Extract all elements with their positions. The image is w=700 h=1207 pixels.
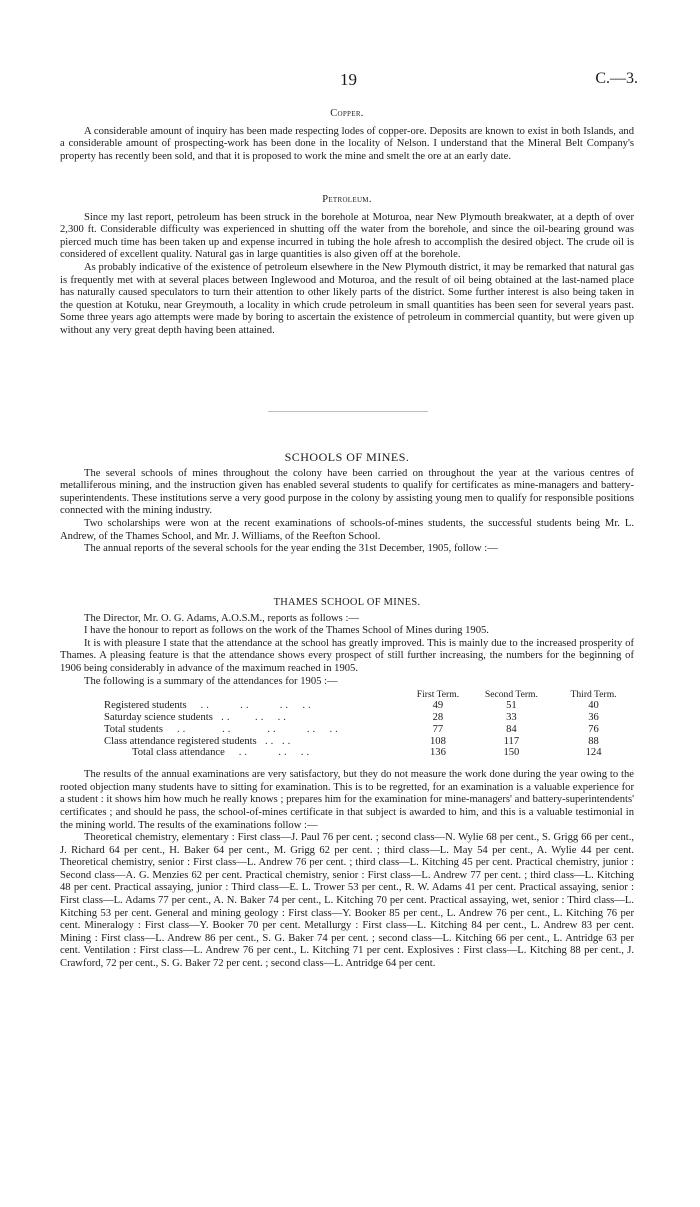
table-cell: 40 <box>588 700 599 712</box>
copper-heading: Copper. <box>330 108 364 119</box>
table-cell: 136 <box>429 747 446 759</box>
table-cell: 88 <box>588 735 599 747</box>
column-header: Second Term. <box>484 689 538 701</box>
petroleum-paragraph: As probably indicative of the existence of petroleum elsewhere in the New Plymouth district, it may be remarked that natural gas is frequently met with at several places between Inglewood and Moturoa, and the result of oil being obtained at the last-named place has naturally caused speculators to turn their attention to other likely parts of the district. Some further interest is also being taken in the question at Kotuku, near Greymouth, a locality in which crude petroleum in small quantities has been seen for several years past. Some three years ago attempts were made by boring to ascertain the existence of petroleum in commercial quantity, but were given up without any very great depth having been attained. <box>60 261 634 336</box>
leader-dots: .. .. .. .. <box>189 700 314 712</box>
row-label: Saturday science students <box>104 711 213 723</box>
row-label: Class attendance registered students <box>104 735 257 747</box>
section-divider <box>268 411 428 412</box>
schools-paragraph: Two scholarships were won at the recent examinations of schools-of-mines students, the successful students being Mr. L. Andrew, of the Thames School, and Mr. J. Williams, of the Reefton School. <box>60 517 634 542</box>
attendance-table-header <box>104 690 634 700</box>
page-number: 19 <box>340 70 357 89</box>
row-label: Total class attendance <box>132 747 225 759</box>
table-cell: 77 <box>432 723 444 735</box>
petroleum-heading: Petroleum. <box>322 194 372 205</box>
table-row <box>104 700 634 712</box>
schools-heading: SCHOOLS OF MINES. <box>284 450 410 464</box>
schools-paragraph: The annual reports of the several schools for the year ending the 31st December, 1905, follow :— <box>84 543 498 555</box>
thames-paragraph: The following is a summary of the attendances for 1905 :— <box>84 675 338 687</box>
table-cell: 33 <box>506 711 517 723</box>
attendance-table <box>104 690 634 759</box>
table-cell: 51 <box>506 700 517 712</box>
table-row <box>104 736 634 748</box>
row-label: Total students <box>104 723 163 735</box>
row-label: Registered students <box>104 700 187 712</box>
petroleum-section <box>60 194 634 338</box>
thames-paragraph: It is with pleasure I state that the attendance at the school has greatly improved. This is mainly due to the increased prosperity of Thames. A pleasing feature is that the attendance shows every prospect of still further increasing, the numbers for the beginning of 1906 being considerably in advance of the maximum reached in 1905. <box>60 637 634 674</box>
thames-paragraph: The Director, Mr. O. G. Adams, A.O.S.M., reports as follows :— <box>84 612 359 624</box>
table-cell: 76 <box>588 723 599 735</box>
table-cell: 36 <box>588 711 599 723</box>
table-cell: 117 <box>503 735 520 747</box>
table-cell: 150 <box>503 747 520 759</box>
copper-section <box>60 108 634 163</box>
table-row <box>104 747 634 759</box>
leader-dots: .. .. .. <box>227 747 313 759</box>
table-cell: 28 <box>432 711 444 723</box>
table-row <box>104 712 634 724</box>
thames-paragraph: I have the honour to report as follows on the work of the Thames School of Mines during 1905. <box>84 625 489 637</box>
leader-dots: .. .. <box>259 735 294 747</box>
document-code: C.—3. <box>595 70 638 87</box>
thames-paragraph: The results of the annual examinations are very satisfactory, but they do not measure the work done during the year owing to the rooted objection many students have to sitting for examination. This is to be regretted, for an examination is a valuable experience for a student : it shows him how much he really knows ; prepares him for the examination for mine-managers' and battery-superintendents' certificates ; and should he pass, the school-of-mines certificate in that subject is awarded to him, and this is a valuable testimonial in the mining world. The results of the examinations follow :— <box>60 769 634 831</box>
thames-section <box>60 597 634 971</box>
table-cell: 49 <box>432 700 444 712</box>
column-header: First Term. <box>416 689 460 701</box>
copper-paragraph: A considerable amount of inquiry has been made respecting lodes of copper-ore. Deposits are known to exist in both Islands, and a considerable amount of prospecting-work has been done in the locality of Nelson. I understand that the Mineral Belt Company's property has recently been sold, and that it is proposed to work the mine and smelt the ore at an early date. <box>60 125 634 162</box>
table-cell: 84 <box>506 723 517 735</box>
table-row <box>104 724 634 736</box>
table-cell: 124 <box>585 747 602 759</box>
leader-dots: .. .. .. <box>215 711 289 723</box>
schools-paragraph: The several schools of mines throughout the colony have been carried on throughout the year at the various centres of metalliferous mining, and the instruction given has enabled several students to qualify for certificates as mine-managers and battery-superintendents. These institutions serve a very good purpose in the colony by assisting young men to qualify for responsible positions connected with the mining industry. <box>60 467 634 517</box>
thames-paragraph: Theoretical chemistry, elementary : First class—J. Paul 76 per cent. ; second class—N. Wylie 68 per cent., S. Grigg 66 per cent., J. Richard 64 per cent., H. Baker 64 per cent., M. Grigg 62 per cent. ; third class—L. May 54 per cent., A. Wylie 44 per cent. Theoretical chemistry, senior : First class—L. Andrew 76 per cent. ; third class—L. Kitching 45 per cent. Practical chemistry, junior : Second class—A. G. Menzies 62 per cent. Practical chemistry, senior : First class—L. Andrew 77 per cent. ; third class—L. Kitching 48 per cent. Practical assaying, junior : Third class—E. L. Trower 53 per cent., R. W. Adams 41 per cent. Practical assaying, senior : First class—L. Adams 77 per cent., A. N. Baker 74 per cent., L. Kitching 70 per cent. Practical assaying, wet, senior : Third class—L. Kitching 53 per cent. General and mining geology : First class—Y. Booker 85 per cent., L. Andrew 76 per cent., L. Kitching 76 per cent. Mineralogy : First class—Y. Booker 70 per cent. Metallurgy : First class—L. Kitching 84 per cent., L. Andrew 83 per cent. Mining : First class—L. Andrew 86 per cent., S. G. Baker 74 per cent. ; second class—L. Kitching 66 per cent., L. Antridge 63 per cent. Ventilation : First class—L. Andrew 76 per cent., L. Kitching 71 per cent. Explosives : First class—L. Kitching 88 per cent., J. Crawford, 72 per cent., S. G. Baker 72 per cent. ; second class—L. Antridge 64 per cent. <box>60 832 634 970</box>
thames-heading: THAMES SCHOOL OF MINES. <box>273 597 421 608</box>
column-header: Third Term. <box>570 689 617 701</box>
schools-section <box>60 451 634 556</box>
leader-dots: .. .. .. .. .. <box>165 723 341 735</box>
petroleum-paragraph: Since my last report, petroleum has been struck in the borehole at Moturoa, near New Plymouth breakwater, at a depth of over 2,300 ft. Considerable difficulty was experienced in shutting off the water from the borehole, and since the oil-bearing ground was pierced much time has been taken up and expense incurred in tubing the hole afresh to accomplish the desired object. The crude oil is considered of excellent quality. Natural gas in large quantities is also given off at the borehole. <box>60 211 634 261</box>
table-cell: 108 <box>429 735 446 747</box>
